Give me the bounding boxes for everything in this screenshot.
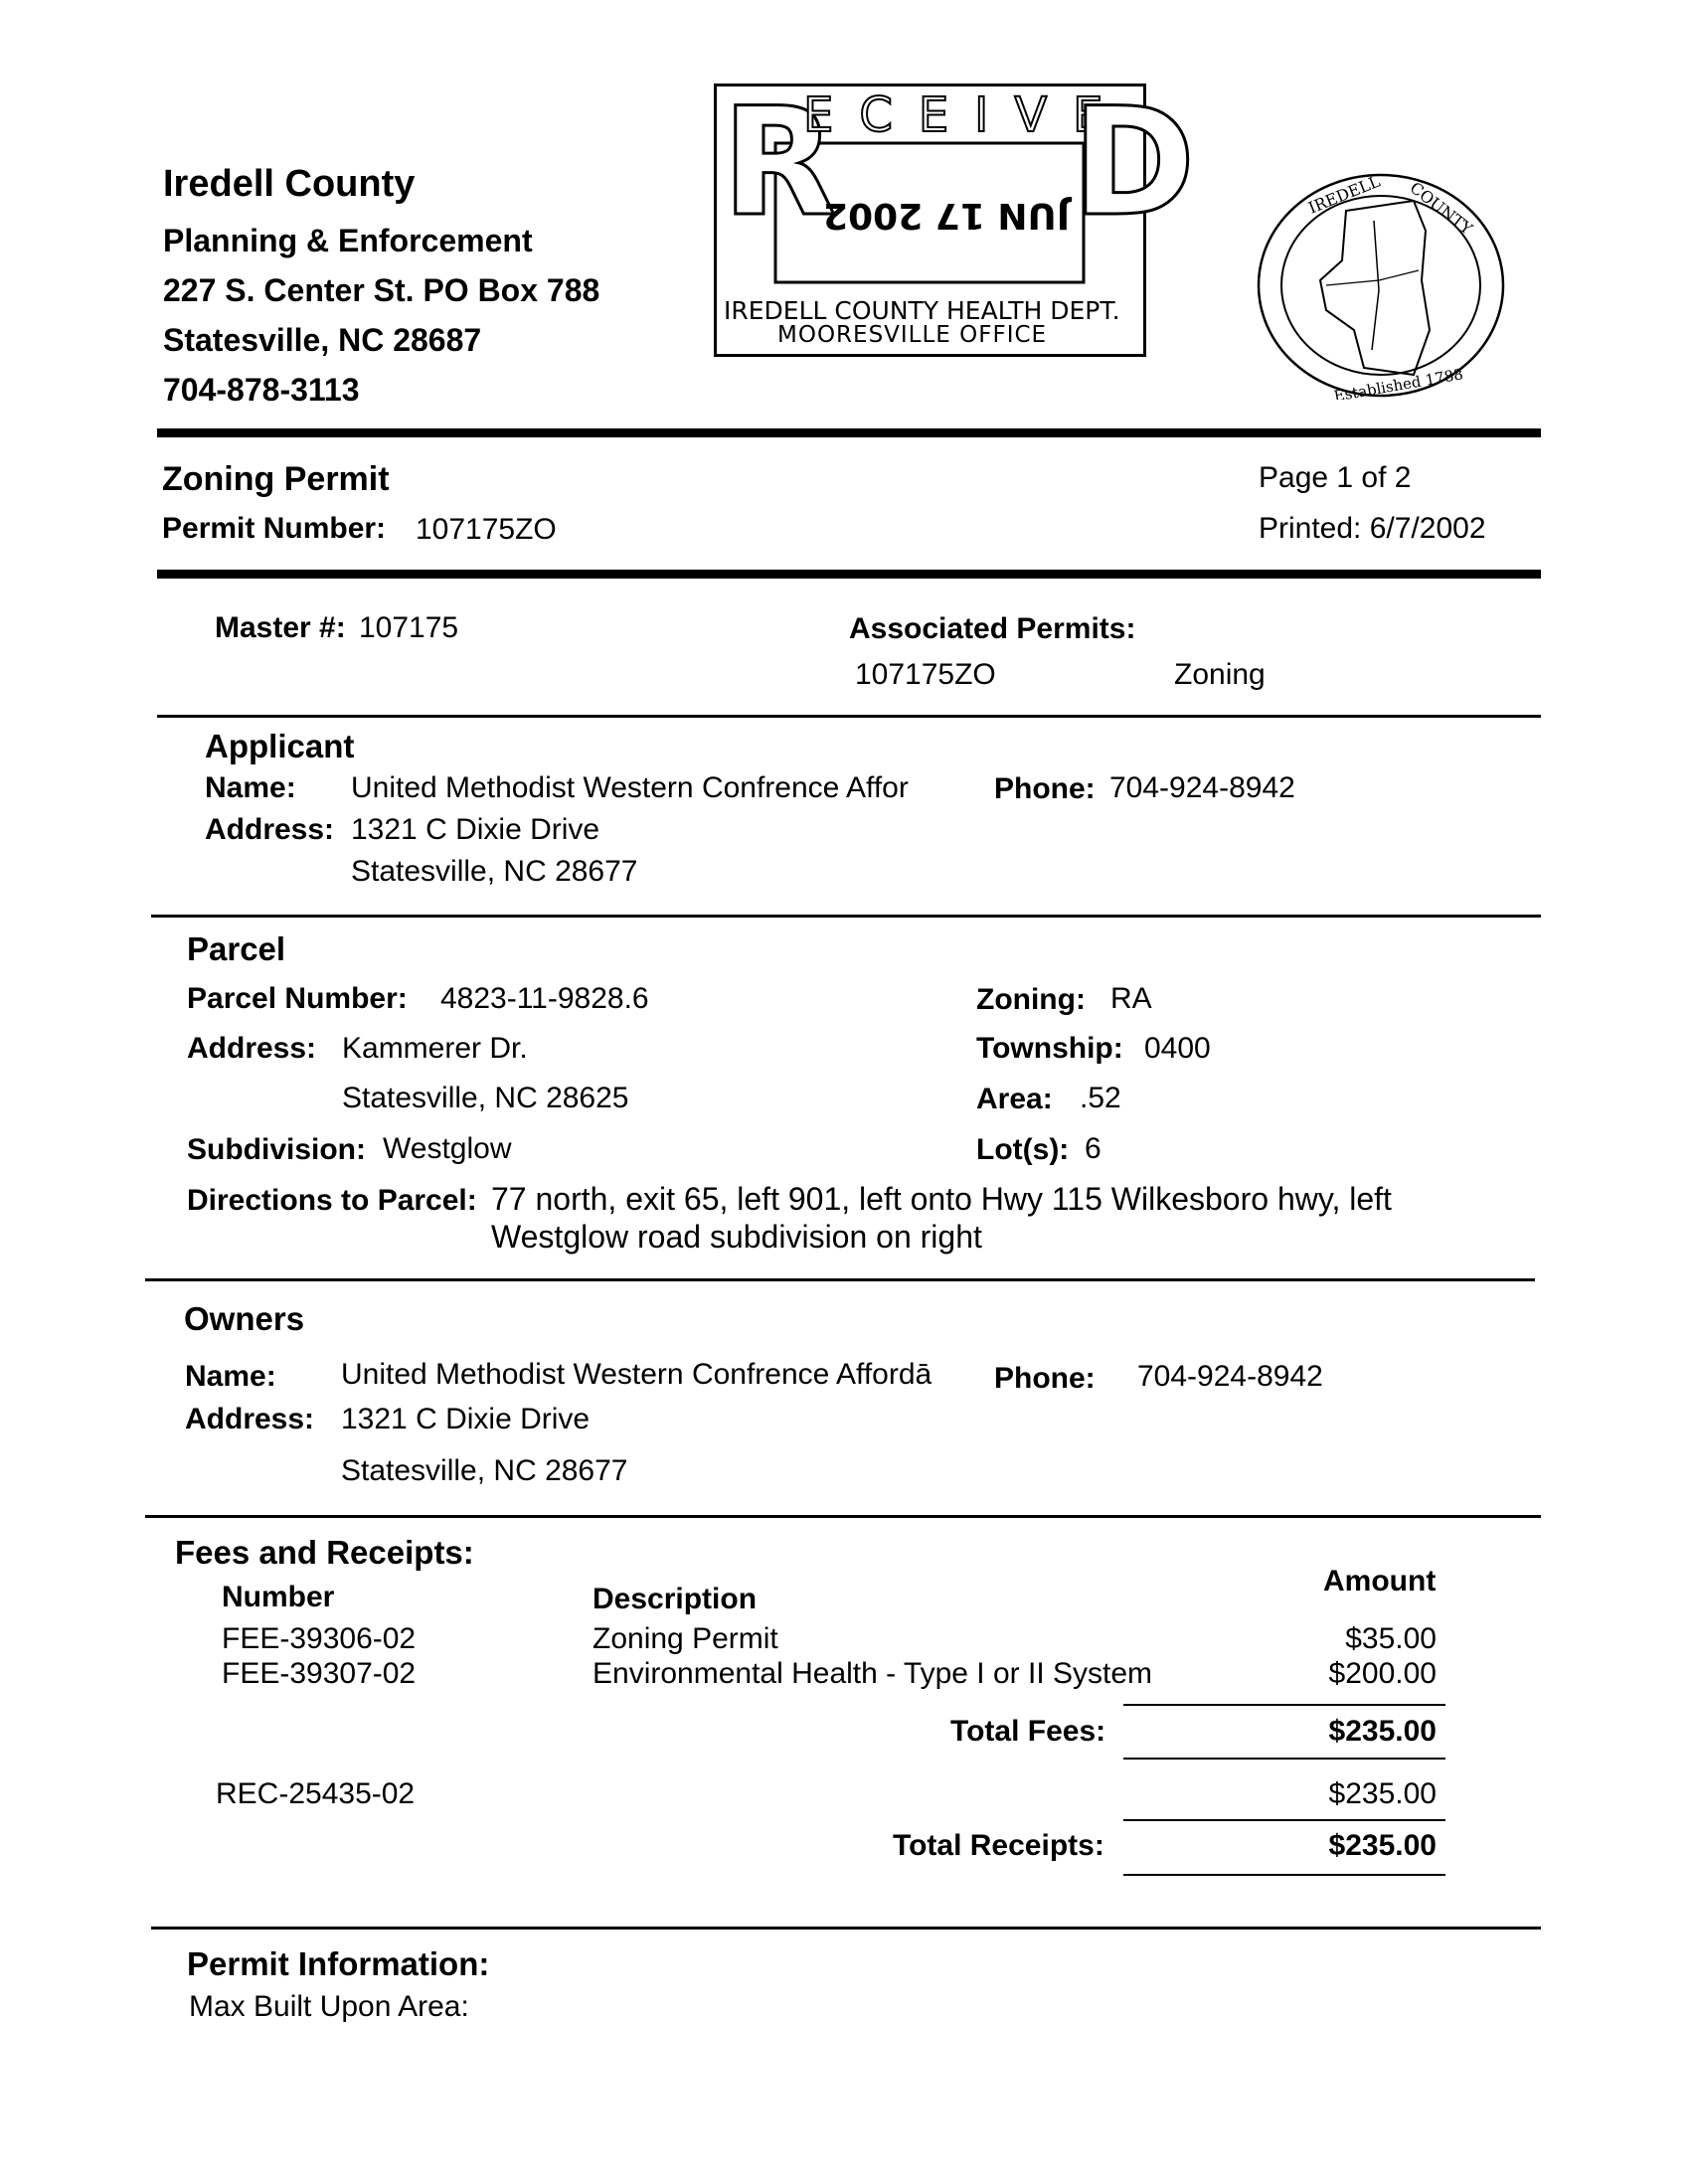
applicant-address-label: Address: xyxy=(205,813,335,846)
total-fees-label: Total Fees: xyxy=(950,1715,1106,1748)
divider xyxy=(1123,1704,1445,1706)
applicant-address-line1: 1321 C Dixie Drive xyxy=(351,813,600,846)
fee-amount: $200.00 xyxy=(1328,1657,1437,1690)
subdivision-value: Westglow xyxy=(383,1132,512,1165)
master-value: 107175 xyxy=(359,611,459,644)
applicant-phone: 704-924-8942 xyxy=(1109,771,1295,804)
org-name: Iredell County xyxy=(163,163,416,205)
county-seal xyxy=(1255,171,1507,400)
permit-title: Zoning Permit xyxy=(162,460,390,498)
total-fees-value: $235.00 xyxy=(1328,1715,1437,1748)
stamp-letter-r: R xyxy=(722,77,837,250)
area-label: Area: xyxy=(976,1083,1053,1115)
township-value: 0400 xyxy=(1144,1032,1211,1065)
total-receipts-label: Total Receipts: xyxy=(893,1829,1104,1862)
divider xyxy=(145,1278,1535,1281)
fees-heading: Fees and Receipts: xyxy=(175,1534,474,1571)
permit-number: 107175ZO xyxy=(416,513,557,546)
owner-name: United Methodist Western Confrence Affordā xyxy=(341,1358,932,1391)
owner-address-line1: 1321 C Dixie Drive xyxy=(341,1403,591,1435)
max-built-area-label: Max Built Upon Area: xyxy=(189,1990,469,2023)
applicant-phone-label: Phone: xyxy=(994,772,1096,805)
township-label: Township: xyxy=(976,1032,1123,1065)
associated-permits-label: Associated Permits: xyxy=(849,612,1136,645)
parcel-number-label: Parcel Number: xyxy=(187,982,408,1015)
applicant-name: United Methodist Western Confrence Affor xyxy=(351,771,909,804)
associated-permit-type: Zoning xyxy=(1174,658,1266,691)
owner-address-line2: Statesville, NC 28677 xyxy=(341,1454,628,1487)
divider xyxy=(145,1515,1541,1518)
parcel-number: 4823-11-9828.6 xyxy=(440,982,649,1015)
printed-date: Printed: 6/7/2002 xyxy=(1259,512,1486,545)
owner-name-label: Name: xyxy=(185,1360,276,1393)
directions-line2: Westglow road subdivision on right xyxy=(491,1219,982,1255)
stamp-date: JUN 17 2002 xyxy=(823,195,1071,236)
fee-description: Zoning Permit xyxy=(593,1622,778,1655)
applicant-name-label: Name: xyxy=(205,771,296,804)
county-seal-icon xyxy=(1255,171,1507,400)
col-description-header: Description xyxy=(593,1583,758,1615)
stamp-line2: MOORESVILLE OFFICE xyxy=(777,322,1048,348)
fee-description: Environmental Health - Type I or II System xyxy=(593,1657,1153,1690)
parcel-address-label: Address: xyxy=(187,1032,317,1065)
divider xyxy=(157,570,1541,579)
stamp-received: ECEIVE xyxy=(803,87,1129,143)
stamp-line1: IREDELL COUNTY HEALTH DEPT. xyxy=(724,296,1120,325)
divider xyxy=(1123,1819,1445,1821)
svg-text:IREDELL: IREDELL xyxy=(1305,171,1383,218)
fee-amount: $35.00 xyxy=(1345,1622,1437,1655)
zoning-label: Zoning: xyxy=(976,983,1086,1016)
parcel-address-line1: Kammerer Dr. xyxy=(342,1032,528,1065)
associated-permit-number: 107175ZO xyxy=(855,658,996,691)
directions-line1: 77 north, exit 65, left 901, left onto Hwy 115 Wilkesboro hwy, left xyxy=(491,1181,1392,1217)
divider xyxy=(157,715,1541,718)
fee-number: FEE-39307-02 xyxy=(222,1657,417,1690)
applicant-address-line2: Statesville, NC 28677 xyxy=(351,855,638,888)
zoning-value: RA xyxy=(1110,982,1152,1015)
org-city: Statesville, NC 28687 xyxy=(163,322,482,358)
svg-text:Established 1788: Established 1788 xyxy=(1332,365,1465,400)
lots-value: 6 xyxy=(1085,1132,1101,1165)
permit-number-label: Permit Number: xyxy=(162,512,387,545)
svg-text:COUNTY: COUNTY xyxy=(1406,178,1476,239)
owners-heading: Owners xyxy=(184,1300,305,1337)
master-label: Master #: xyxy=(215,611,346,644)
received-stamp xyxy=(714,77,1196,357)
directions-label: Directions to Parcel: xyxy=(187,1184,477,1217)
col-amount-header: Amount xyxy=(1323,1565,1437,1597)
applicant-heading: Applicant xyxy=(205,728,355,764)
receipt-amount: $235.00 xyxy=(1328,1777,1437,1810)
area-value: .52 xyxy=(1080,1082,1121,1114)
org-address: 227 S. Center St. PO Box 788 xyxy=(163,272,600,308)
page-number: Page 1 of 2 xyxy=(1259,461,1412,494)
org-dept: Planning & Enforcement xyxy=(163,223,533,258)
divider xyxy=(157,428,1541,437)
fee-number: FEE-39306-02 xyxy=(222,1622,417,1655)
permit-info-heading: Permit Information: xyxy=(187,1945,490,1982)
divider xyxy=(1123,1874,1445,1876)
lots-label: Lot(s): xyxy=(976,1133,1070,1166)
col-number-header: Number xyxy=(222,1581,335,1613)
parcel-heading: Parcel xyxy=(187,930,286,967)
divider xyxy=(151,915,1541,918)
org-phone: 704-878-3113 xyxy=(163,372,360,408)
subdivision-label: Subdivision: xyxy=(187,1133,366,1166)
divider xyxy=(1123,1758,1445,1760)
total-receipts-value: $235.00 xyxy=(1328,1829,1437,1862)
owner-phone-label: Phone: xyxy=(994,1362,1096,1395)
owner-address-label: Address: xyxy=(185,1403,315,1435)
divider xyxy=(151,1927,1541,1930)
owner-phone: 704-924-8942 xyxy=(1137,1360,1323,1393)
receipt-number: REC-25435-02 xyxy=(216,1777,416,1810)
parcel-address-line2: Statesville, NC 28625 xyxy=(342,1082,629,1114)
stamp-letter-d: D xyxy=(1072,77,1196,250)
